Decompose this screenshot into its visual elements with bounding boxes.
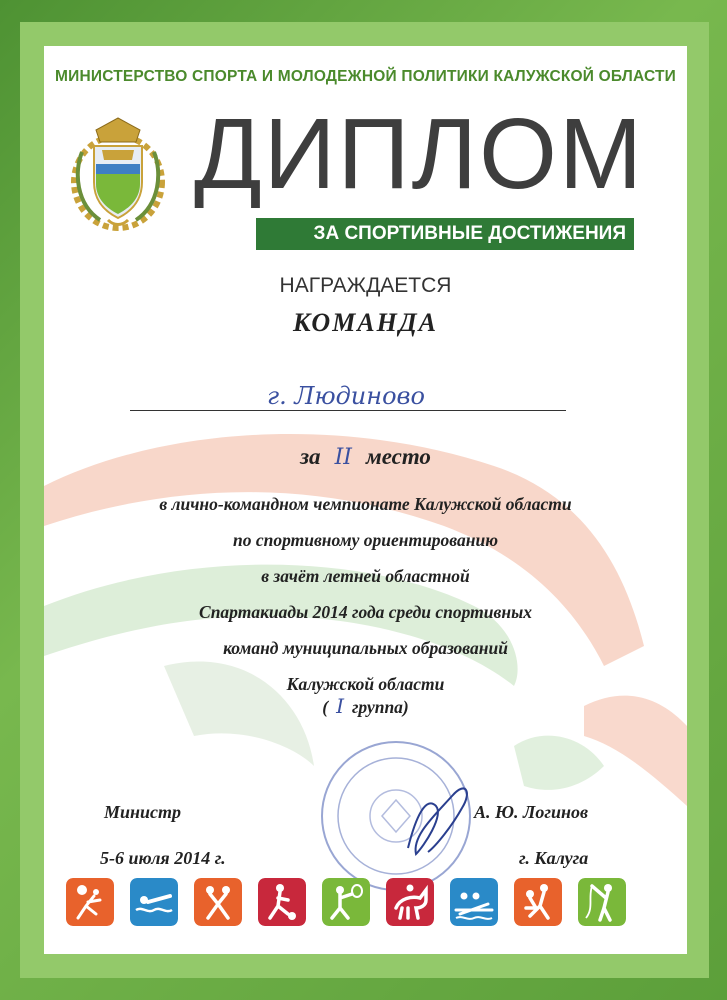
description-line: Калужской области [286,674,445,694]
kaluga-coat-of-arms-icon [66,112,170,232]
recipient-underline [130,410,566,411]
tennis-icon [322,878,370,926]
place-value-handwritten: II [334,445,352,470]
group-value-handwritten: I [336,694,344,718]
gymnastics-icon [578,878,626,926]
recipient-name-handwritten: г. Людиново [267,382,425,410]
wrestling-icon [194,878,242,926]
description-line: по спортивному ориентированию [233,530,498,550]
signature-stroke [408,788,467,854]
recipient-type: КОМАНДА [293,308,438,337]
equestrian-icon [386,878,434,926]
signatory-position: Министр [104,802,182,822]
group-open: ( [322,697,329,717]
diploma-sheet [44,46,687,954]
group-line [44,694,687,718]
ministry-name: МИНИСТЕРСТВО СПОРТА И МОЛОДЕЖНОЙ ПОЛИТИКИ КАЛУЖСКОЙ ОБЛАСТИ [55,68,676,85]
subtitle-banner: ЗА СПОРТИВНЫЕ ДОСТИЖЕНИЯ [256,218,634,250]
competition-description [44,486,687,702]
volleyball-icon [66,878,114,926]
place-suffix: место [365,444,431,469]
official-stamp-icon [316,736,476,896]
awarded-label: НАГРАЖДАЕТСЯ [279,274,452,297]
place-line [44,444,687,470]
group-label: группа) [351,697,409,717]
description-line: команд муниципальных образований [223,638,508,658]
issue-date: 5-6 июля 2014 г. [100,848,226,868]
football-icon [258,878,306,926]
judo-icon [514,878,562,926]
issue-city: г. Калуга [519,848,589,868]
description-line: в зачёт летней областной [261,566,470,586]
signatory-name: А. Ю. Логинов [474,802,589,822]
sport-icons-row [66,878,642,928]
description-line: Спартакиады 2014 года среди спортивных [199,602,532,622]
rowing-icon [450,878,498,926]
description-line: в лично-командном чемпионате Калужской области [159,494,572,514]
place-prefix: за [300,444,321,469]
swimming-icon [130,878,178,926]
diploma-title: ДИПЛОМ [194,98,645,210]
